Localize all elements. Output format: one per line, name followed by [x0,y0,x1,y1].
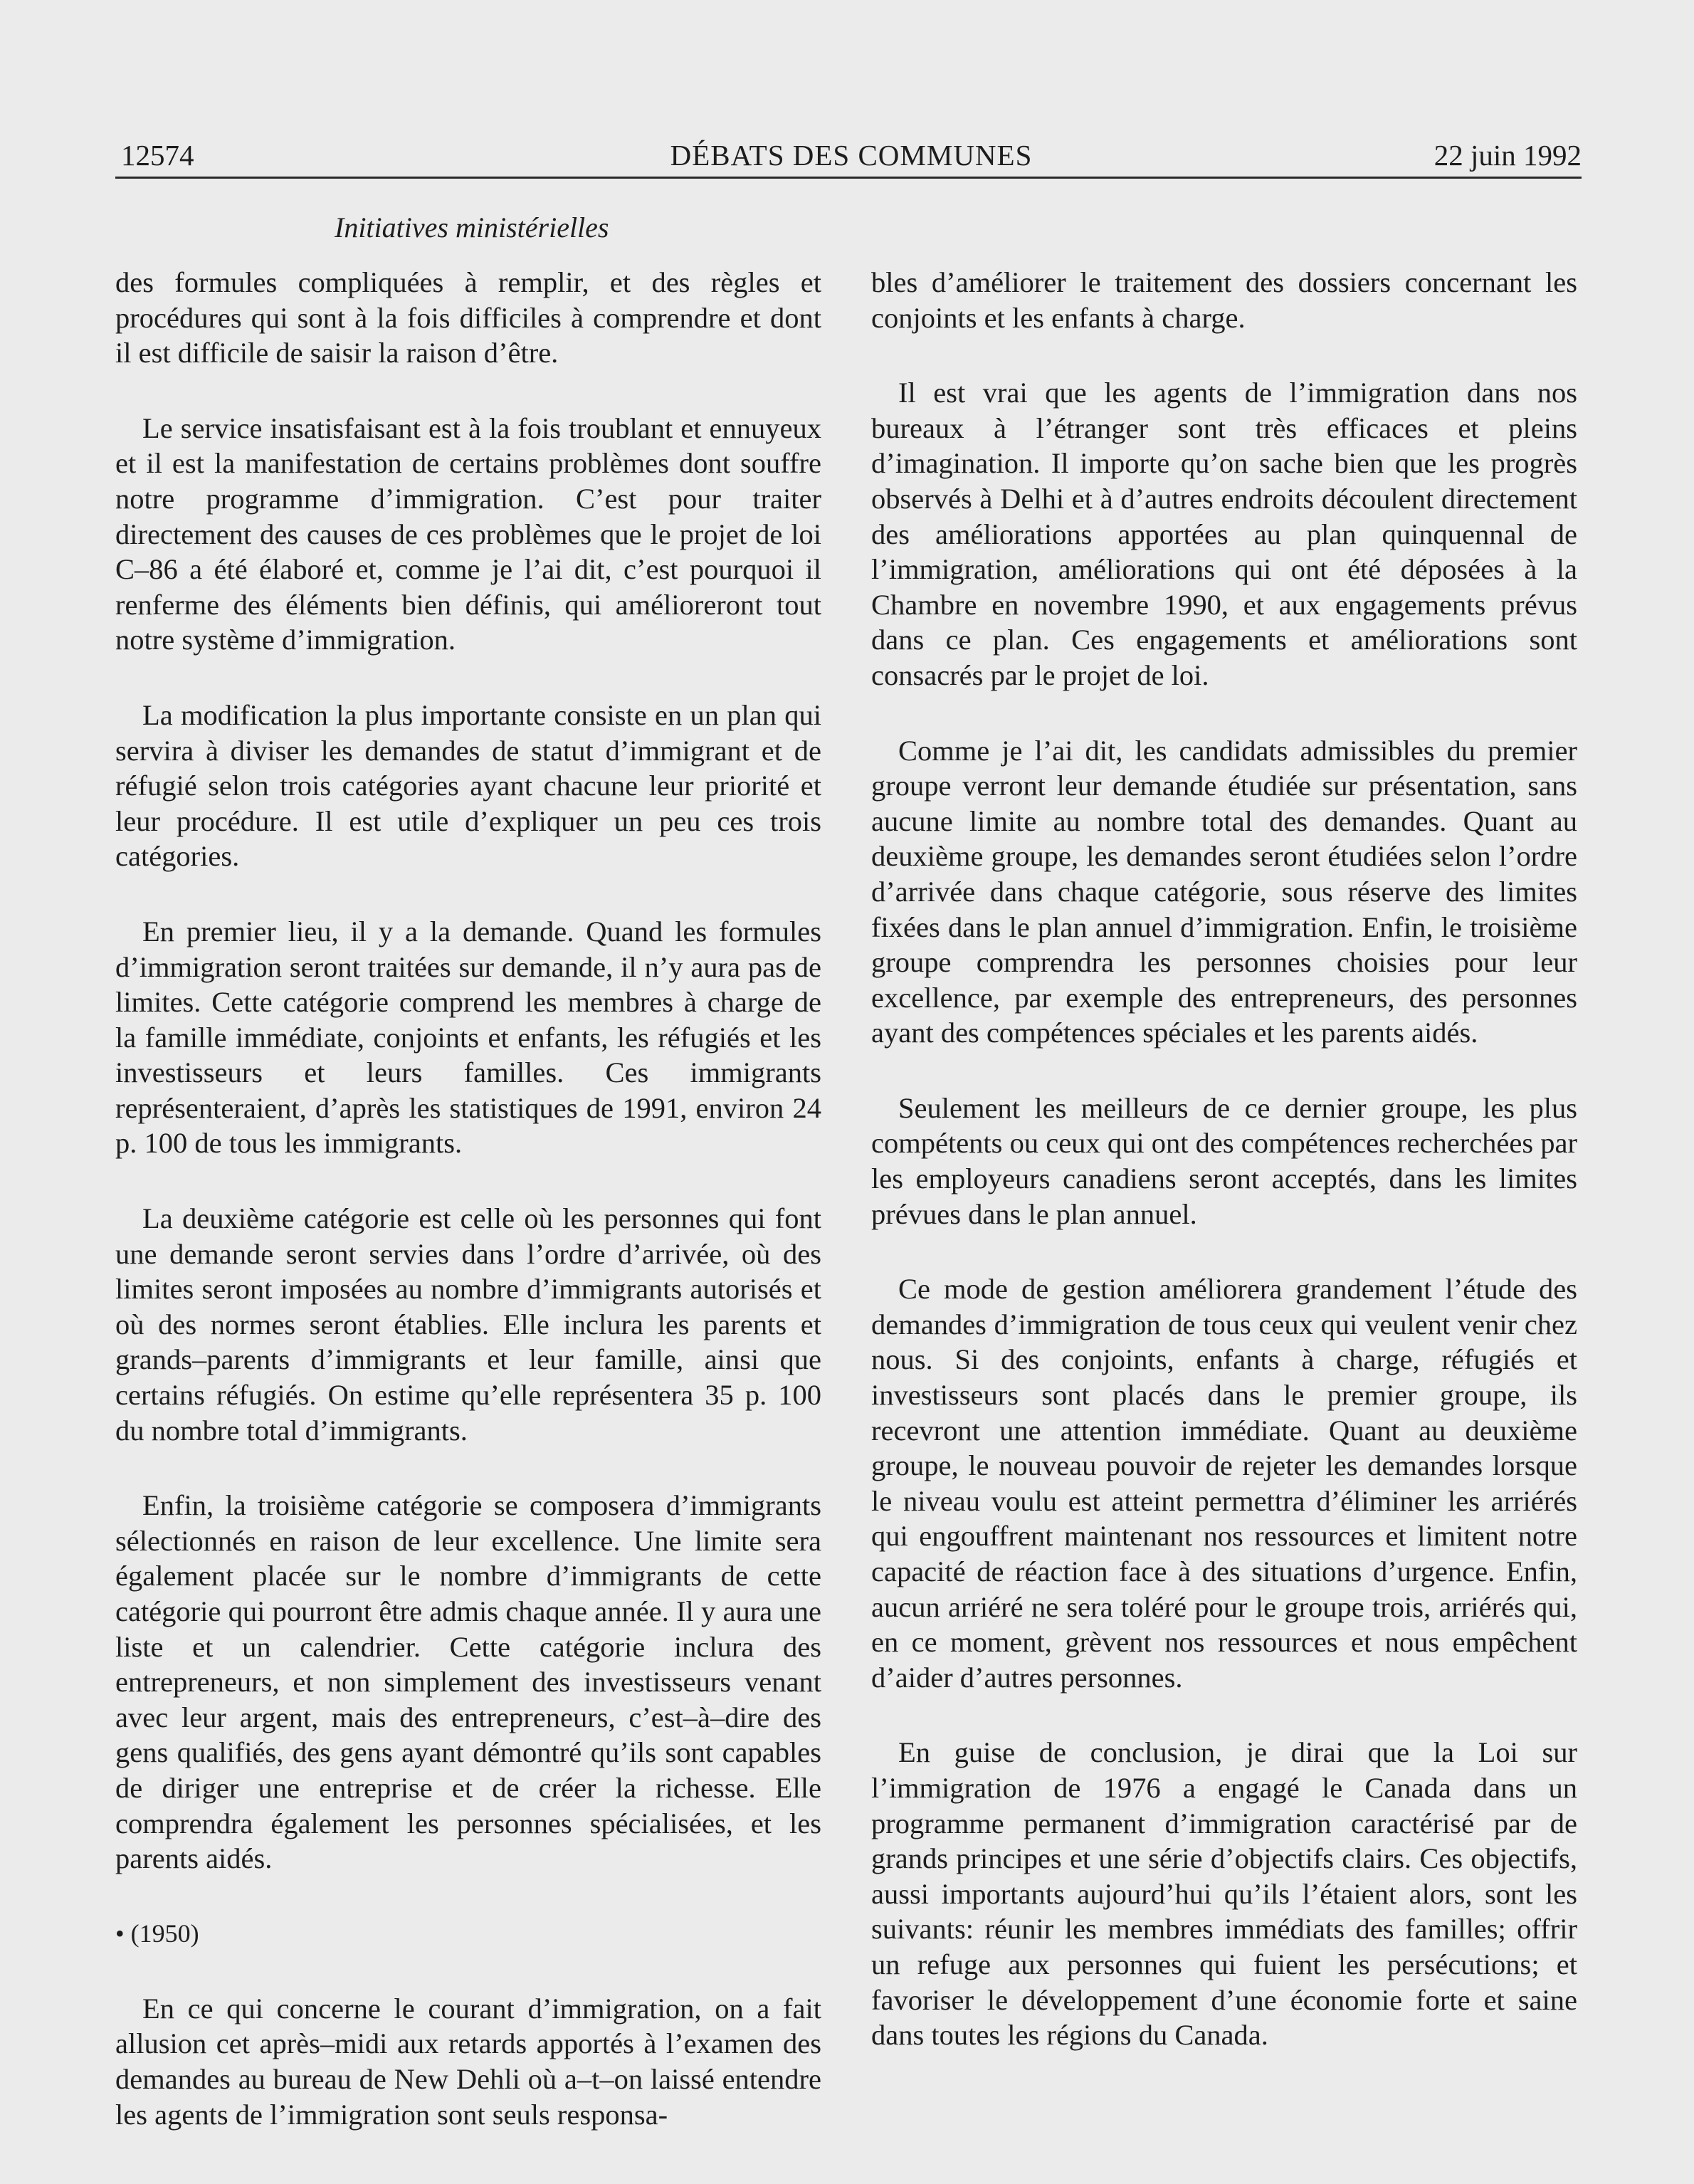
paragraph: Il est vrai que les agents de l’immigration dans nos bureaux à l’étranger sont très efficaces et pleins d’imagination. Il importe qu’on sache bien que les progrès observés à Delhi et à d’autres endroits découlent directement des améliorations apportées au plan quinquennal de l’immigration, améliorations qui ont été déposées à la Chambre en novembre 1990, et aux engagements prévus dans ce plan. Ces engagements et améliorations sont consacrés par le projet de loi. [871,377,1577,691]
publication-date: 22 juin 1992 [1433,139,1582,172]
paragraph: Seulement les meilleurs de ce dernier groupe, les plus compétents ou ceux qui ont des compétences recherchées par les employeurs canadiens seront acceptés, dans les limites prévues dans le plan annuel. [871,1091,1577,1230]
paragraph: Ce mode de gestion améliorera grandement l’étude des demandes d’immigration de tous ceux qui veulent venir chez nous. Si des conjoints, enfants à charge, réfugiés et investisseurs sont placés dans le premier groupe, ils recevront une attention immédiate. Quant au deuxième groupe, le nouveau pouvoir de rejeter les demandes lorsque le niveau voulu est atteint permettra d’éliminer les arriérés qui engouffrent maintenant nos ressources et limitent notre capacité de réaction face à des situations d’urgence. Enfin, aucun arriéré ne sera toléré pour le groupe trois, arriérés qui, en ce moment, grèvent nos ressources et nous empêchent d’aider d’autres personnes. [871,1273,1577,1694]
time-marker: • (1950) [115,1918,199,1948]
section-label: Initiatives ministérielles [335,211,609,243]
paragraph: En ce qui concerne le courant d’immigration, on a fait allusion cet après–midi aux retards apportés à l’examen des demandes au bureau de New Dehli où a–t–on laissé entendre les agents de l’immigration sont seuls responsa- [115,1992,821,2131]
paragraph: Le service insatisfaisant est à la fois troublant et ennuyeux et il est la manifestation de certains problèmes dont souffre notre programme d’immigration. C’est pour traiter directement des causes de ces problèmes que le projet de loi C–86 a été élaboré et, comme je l’ai dit, c’est pourquoi il renferme des éléments bien définis, qui amélioreront tout notre système d’immigration. [115,411,821,656]
header-rule [115,177,1582,179]
paragraph: bles d’améliorer le traitement des dossiers concernant les conjoints et les enfants à charge. [871,266,1577,334]
paragraph: La modification la plus importante consiste en un plan qui servira à diviser les demandes de statut d’immigrant et de réfugié selon trois catégories ayant chacune leur priorité et leur procédure. Il est utile d’expliquer un peu ces trois catégories. [115,698,821,873]
publication-title: DÉBATS DES COMMUNES [670,139,1033,172]
paragraph: En guise de conclusion, je dirai que la Loi sur l’immigration de 1976 a engagé le Canada dans un programme permanent d’immigration caractérisé par de grands principes et une série d’objectifs clairs. Ces objectifs, aussi importants aujourd’hui qu’ils l’étaient alors, sont les suivants: réunir les membres immédiats des familles; offrir un refuge aux personnes qui fuient les persécutions; et favoriser le développement d’une économie forte et saine dans toutes les régions du Canada. [871,1736,1577,2052]
paragraph: Enfin, la troisième catégorie se composera d’immigrants sélectionnés en raison de leur excellence. Une limite sera également placée sur le nombre d’immigrants de cette catégorie qui pourront être admis chaque année. Il y aura une liste et un calendrier. Cette catégorie inclura des entrepreneurs, et non simplement des investisseurs venant avec leur argent, mais des entrepreneurs, c’est–à–dire des gens qualifiés, des gens ayant démontré qu’ils sont capables de diriger une entreprise et de créer la richesse. Elle comprendra également les personnes spécialisées, et les parents aidés. [115,1489,821,1875]
right-column [871,265,1577,2093]
page-number: 12574 [121,139,194,172]
paragraph: Comme je l’ai dit, les candidats admissibles du premier groupe verront leur demande étudiée sur présentation, sans aucune limite au nombre total des demandes. Quant au deuxième groupe, les demandes seront étudiées selon l’ordre d’arrivée dans chaque catégorie, sous réserve des limites fixées dans le plan annuel d’immigration. Enfin, le troisième groupe comprendra les personnes choisies pour leur excellence, par exemple des entrepreneurs, des personnes ayant des compétences spéciales et les parents aidés. [871,734,1577,1049]
paragraph: En premier lieu, il y a la demande. Quand les formules d’immigration seront traitées sur demande, il n’y aura pas de limites. Cette catégorie comprend les membres à charge de la famille immédiate, conjoints et enfants, les réfugiés et les investisseurs et leurs familles. Ces immigrants représenteraient, d’après les statistiques de 1991, environ 24 p. 100 de tous les immigrants. [115,915,821,1160]
paragraph: des formules compliquées à remplir, et des règles et procédures qui sont à la fois difficiles à comprendre et dont il est difficile de saisir la raison d’être. [115,266,821,369]
paragraph: La deuxième catégorie est celle où les personnes qui font une demande seront servies dans l’ordre d’arrivée, où des limites seront imposées au nombre d’immigrants autorisés et où des normes seront établies. Elle inclura les parents et grands–parents d’immigrants et leur famille, ainsi que certains réfugiés. On estime qu’elle représentera 35 p. 100 du nombre total d’immigrants. [115,1202,821,1447]
page-header [121,134,1582,177]
left-column [115,265,821,2172]
